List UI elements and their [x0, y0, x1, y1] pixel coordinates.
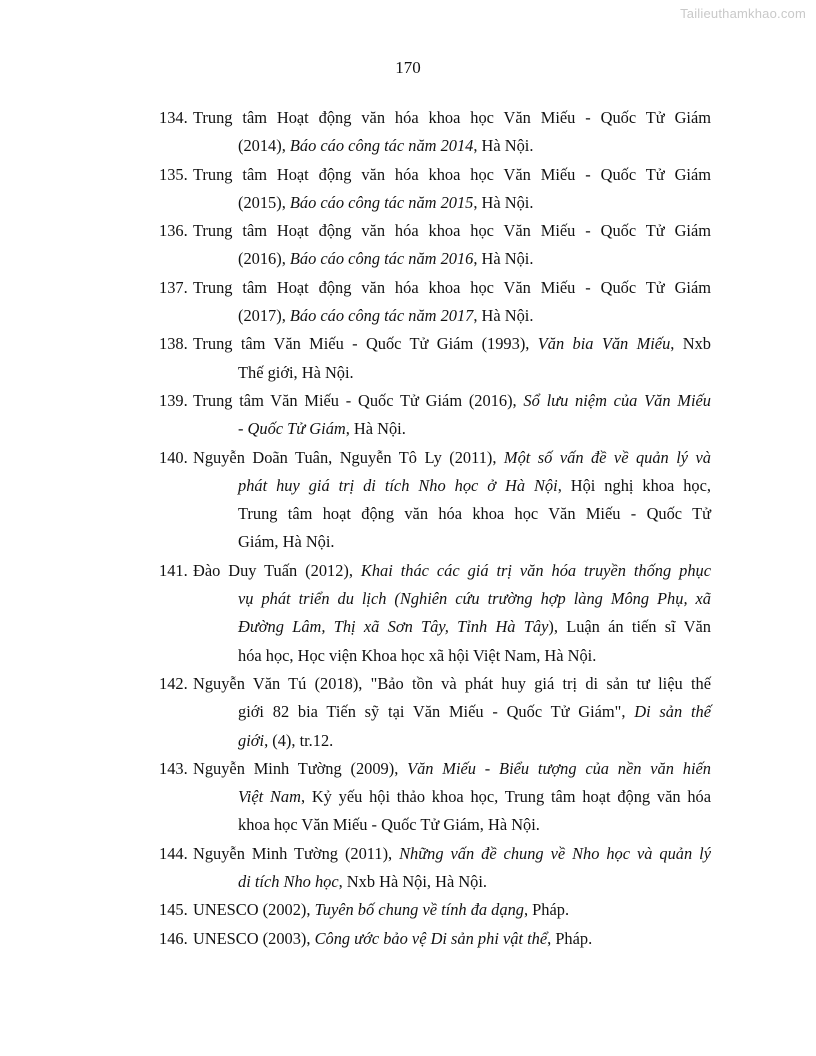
reference-text: (2015), — [238, 192, 290, 212]
reference-text: giới 82 bia Tiến sỹ tại Văn Miếu - Quốc Tử Giám", — [238, 702, 635, 722]
reference-number: 143. — [159, 758, 188, 778]
reference-number: 136. — [159, 221, 188, 241]
reference-text: (2014), — [238, 136, 290, 156]
reference-line — [163, 840, 711, 868]
reference-title: Công ước bảo vệ Di sản phi vật thể — [314, 928, 548, 948]
reference-item — [159, 104, 711, 161]
reference-title: Việt Nam — [238, 787, 301, 807]
reference-number: 141. — [159, 560, 188, 580]
reference-text: (2016), — [238, 249, 290, 269]
reference-text: , Pháp. — [547, 928, 593, 948]
reference-title: vụ phát triển du lịch (Nghiên cứu trường hợp làng Mông Phụ, xã — [238, 589, 711, 609]
reference-line — [163, 727, 711, 755]
reference-text: Đào Duy Tuấn (2012), — [193, 560, 361, 580]
reference-title: giới — [238, 730, 265, 750]
reference-number: 144. — [159, 843, 188, 863]
reference-text: Nguyễn Minh Tường (2009), — [193, 758, 408, 778]
reference-line — [163, 896, 711, 924]
reference-title: Báo cáo công tác năm 2016 — [289, 249, 474, 269]
reference-text: , Kỷ yếu hội thảo khoa học, Trung tâm hoạt động văn hóa — [300, 787, 711, 807]
reference-line — [163, 585, 711, 613]
reference-item — [159, 557, 711, 670]
reference-item — [159, 896, 711, 924]
reference-text: Trung tâm Văn Miếu - Quốc Tử Giám (2016), — [193, 390, 524, 410]
reference-text: Trung tâm Văn Miếu - Quốc Tử Giám (1993), — [193, 334, 538, 354]
reference-text: , Hà Nội. — [473, 136, 534, 156]
reference-item — [159, 161, 711, 218]
reference-number: 146. — [159, 928, 188, 948]
reference-title: Di sản thế — [634, 702, 711, 722]
reference-line — [163, 783, 711, 811]
reference-text: , Hà Nội. — [345, 419, 406, 439]
reference-line: Nguyễn Văn Tú (2018), "Bảo tồn và phát huy giá trị di sản tư liệu thế — [193, 673, 711, 693]
reference-title: phát huy giá trị di tích Nho học ở Hà Nội — [238, 475, 558, 495]
reference-item — [159, 330, 711, 387]
reference-line — [163, 245, 711, 273]
reference-title: Sổ lưu niệm của Văn Miếu — [523, 390, 711, 410]
reference-line — [163, 925, 711, 953]
reference-text: Nguyễn Minh Tường (2011), — [193, 843, 400, 863]
reference-line: Trung tâm Hoạt động văn hóa khoa học Văn Miếu - Quốc Tử Giám — [193, 277, 711, 297]
reference-line — [163, 698, 711, 726]
reference-item — [159, 444, 711, 557]
reference-number: 137. — [159, 277, 188, 297]
reference-number: 135. — [159, 164, 188, 184]
reference-title: Văn bia Văn Miếu — [537, 334, 671, 354]
reference-number: 145. — [159, 900, 188, 920]
reference-title: Tuyên bố chung về tính đa dạng — [314, 900, 524, 920]
reference-line — [163, 415, 711, 443]
reference-line: khoa học Văn Miếu - Quốc Tử Giám, Hà Nội. — [238, 815, 540, 835]
reference-line: hóa học, Học viện Khoa học xã hội Việt Nam, Hà Nội. — [238, 645, 597, 665]
reference-number: 140. — [159, 447, 188, 467]
reference-line: Trung tâm Hoạt động văn hóa khoa học Văn Miếu - Quốc Tử Giám — [193, 164, 711, 184]
reference-line: Thế giới, Hà Nội. — [238, 362, 354, 382]
reference-line: Trung tâm hoạt động văn hóa khoa học Văn Miếu - Quốc Tử — [238, 504, 711, 524]
reference-line: Trung tâm Hoạt động văn hóa khoa học Văn Miếu - Quốc Tử Giám — [193, 108, 711, 127]
reference-item — [159, 840, 711, 897]
reference-line: Trung tâm Hoạt động văn hóa khoa học Văn Miếu - Quốc Tử Giám — [193, 221, 711, 241]
reference-item — [159, 755, 711, 840]
reference-number: 139. — [159, 390, 188, 410]
reference-text: , (4), tr.12. — [264, 730, 334, 750]
reference-text: , Nxb — [670, 334, 711, 354]
page-number: 170 — [395, 58, 421, 77]
reference-line — [163, 132, 711, 160]
reference-line: Giám, Hà Nội. — [238, 532, 335, 552]
reference-text: (2017), — [238, 306, 290, 326]
reference-line — [163, 557, 711, 585]
reference-line — [163, 755, 711, 783]
reference-line — [163, 613, 711, 641]
reference-text: , Hà Nội. — [473, 249, 534, 269]
reference-line — [163, 868, 711, 896]
reference-item — [159, 217, 711, 274]
reference-number: 138. — [159, 334, 188, 354]
reference-text: ), Luận án tiến sĩ Văn — [548, 617, 711, 637]
reference-title: Khai thác các giá trị văn hóa truyền thống phục — [360, 560, 711, 580]
reference-title: Một số vấn đề về quản lý và — [503, 447, 711, 467]
reference-number: 142. — [159, 673, 188, 693]
reference-title: Đường Lâm, Thị xã Sơn Tây, Tỉnh Hà Tây — [238, 617, 549, 637]
reference-title: Báo cáo công tác năm 2017 — [289, 306, 474, 326]
reference-item — [159, 925, 711, 953]
reference-text: , Hà Nội. — [473, 192, 534, 212]
reference-list — [159, 104, 711, 953]
reference-title: Những vấn đề chung về Nho học và quản lý — [399, 843, 711, 863]
reference-text: , Hội nghị khoa học, — [557, 475, 711, 495]
reference-title: Báo cáo công tác năm 2014 — [289, 136, 474, 156]
reference-text: , Hà Nội. — [473, 306, 534, 326]
reference-title: Văn Miếu - Biểu tượng của nền văn hiến — [407, 758, 711, 778]
reference-title: - Quốc Tử Giám — [238, 419, 346, 439]
watermark: Tailieuthamkhao.com — [680, 6, 806, 21]
reference-item — [159, 670, 711, 755]
reference-item — [159, 274, 711, 331]
reference-line — [163, 189, 711, 217]
reference-text: UNESCO (2002), — [193, 900, 315, 920]
reference-title: Báo cáo công tác năm 2015 — [289, 192, 474, 212]
reference-line — [163, 330, 711, 358]
reference-line — [163, 302, 711, 330]
reference-text: , Pháp. — [523, 900, 570, 920]
reference-line — [163, 472, 711, 500]
reference-number: 134. — [159, 108, 188, 127]
reference-line — [163, 444, 711, 472]
reference-title: di tích Nho học — [238, 872, 339, 892]
reference-text: UNESCO (2003), — [193, 928, 315, 948]
reference-text: , Nxb Hà Nội, Hà Nội. — [338, 872, 488, 892]
reference-item — [159, 387, 711, 444]
reference-text: Nguyễn Doãn Tuân, Nguyễn Tô Ly (2011), — [193, 447, 504, 467]
reference-line — [163, 387, 711, 415]
